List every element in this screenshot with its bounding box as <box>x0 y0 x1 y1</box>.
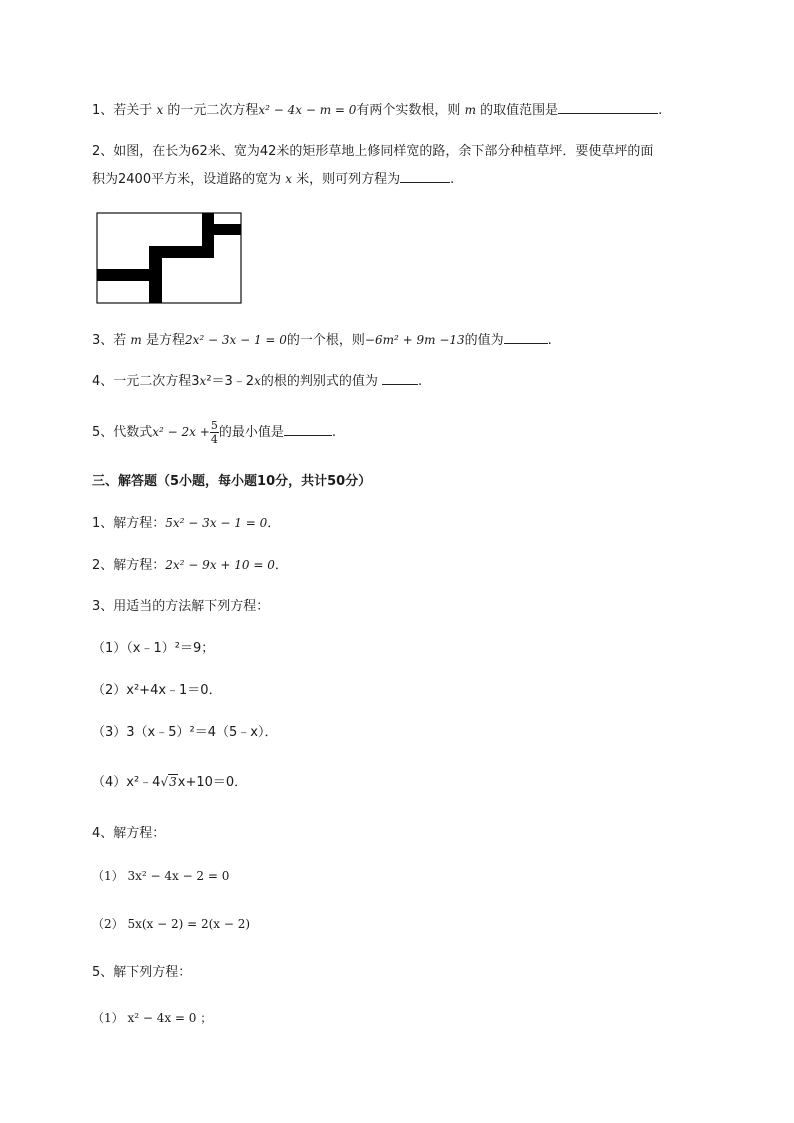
problem-3-part-2: （2）x²+4x﹣1＝0． <box>92 683 222 698</box>
answer-blank[interactable] <box>504 330 548 344</box>
problem-4: 4、解方程： <box>92 826 166 841</box>
road-diagram <box>96 212 242 304</box>
equation: 5x² − 3x − 1 = 0 <box>165 516 268 530</box>
problem-2: 2、解方程：2x² − 9x + 10 = 0． <box>92 558 288 573</box>
question-2-line-2: 积为2400平方米，设道路的宽为 x 米，则可列方程为 . <box>92 169 454 190</box>
road-segment <box>149 246 202 258</box>
question-5: 5、代数式x² − 2x + $\frac{5}{4}$ 的最小值是 . <box>92 419 336 446</box>
square-root: √3 <box>160 775 177 789</box>
equation: 2x² − 9x + 10 = 0 <box>165 558 275 572</box>
problem-3: 3、用适当的方法解下列方程： <box>92 599 270 614</box>
problem-5-part-1: （1） x² − 4x = 0 ； <box>92 1011 213 1025</box>
problem-3-part-1: （1）（x﹣1）²＝9； <box>92 641 215 656</box>
road-segment <box>97 269 149 281</box>
fraction: $\frac{5}{4}$ <box>210 419 218 446</box>
problem-3-part-3: （3）3（x﹣5）²＝4（5﹣x）． <box>92 725 278 740</box>
question-1: 1、若关于 x 的一元二次方程x² − 4x − m = 0有两个实数根，则 m 的取值范围是 . <box>92 100 662 121</box>
equation: x² − 4x − m = 0 <box>258 103 357 117</box>
road-segment <box>202 213 214 258</box>
section-title: 三、解答题（5小题，每小题10分，共计50分） <box>92 474 372 489</box>
question-2-line-1: 2、如图，在长为62米、宽为42米的矩形草地上修同样宽的路，余下部分种植草坪．要使草坪的面 <box>92 144 654 159</box>
answer-blank[interactable] <box>382 371 418 385</box>
expression: −6m² + 9m −13 <box>364 333 465 347</box>
answer-blank[interactable] <box>400 169 450 183</box>
answer-blank[interactable] <box>284 422 332 436</box>
answer-blank[interactable] <box>558 100 658 114</box>
road-segment <box>214 224 241 235</box>
problem-4-part-1: （1） 3x² − 4x − 2 = 0 <box>92 869 230 883</box>
problem-3-part-4: （4）x²﹣4√3x+10＝0． <box>92 772 247 793</box>
expression: x² − 2x + <box>152 425 210 439</box>
problem-1: 1、解方程：5x² − 3x − 1 = 0． <box>92 516 281 531</box>
problem-4-part-2: （2） 5x(x − 2) = 2(x − 2) <box>92 917 251 931</box>
question-3: 3、若 m 是方程2x² − 3x − 1 = 0的一个根，则−6m² + 9m −13的值为 . <box>92 330 552 351</box>
question-4: 4、一元二次方程3x²＝3﹣2x的根的判别式的值为 . <box>92 371 422 392</box>
problem-5: 5、解下列方程： <box>92 965 192 980</box>
equation: 2x² − 3x − 1 = 0 <box>184 333 287 347</box>
